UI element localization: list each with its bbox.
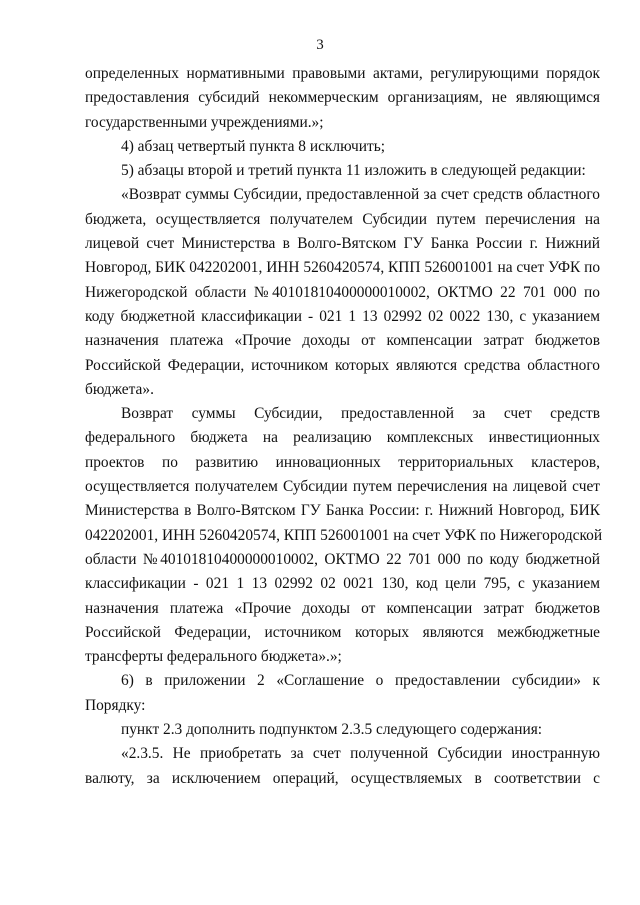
text-line: бюджета, осуществляется получателем Субсидии путем перечисления на (85, 210, 600, 228)
paragraph-p3 (85, 183, 600, 402)
paragraph-p4 (85, 402, 603, 669)
paragraph-p5 (85, 669, 600, 718)
text-line: осуществляется получателем Субсидии путем перечисления на лицевой счет (85, 478, 600, 496)
text-line: проектов по развитию инновационных территориальных кластеров, (85, 453, 600, 471)
text-line: классификации - 021 1 13 02992 02 0021 130, код цели 795, с указанием (85, 575, 600, 593)
text-line: назначения платежа «Прочие доходы от компенсации затрат бюджетов (85, 332, 600, 350)
text-line: Российской Федерации, источником которых являются межбюджетные (85, 623, 600, 641)
page-number: 3 (316, 37, 324, 53)
paragraph-p6 (85, 718, 600, 742)
text-line: федерального бюджета на реализацию комплексных инвестиционных (85, 429, 600, 447)
text-line: Нижегородской области №40101810400000010002, ОКТМО 22 701 000 по (85, 283, 600, 301)
text-line: области №40101810400000010002, ОКТМО 22 701 000 по коду бюджетной (85, 550, 600, 568)
text-line: валюту, за исключением операций, осуществляемых в соответствии с (85, 769, 600, 787)
text-line: лицевой счет Министерства в Волго-Вятском ГУ Банка России г. Нижний (85, 235, 600, 253)
text-line: определенных нормативными правовыми актами, регулирующими порядок (85, 65, 600, 82)
paragraph-p1 (85, 135, 600, 159)
text-line: 5) абзацы второй и третий пункта 11 изложить в следующей редакции: (121, 162, 586, 180)
text-line: Новгород, БИК 042202001, ИНН 5260420574, КПП 526001001 на счет УФК по (85, 259, 601, 277)
text-line: бюджета». (85, 380, 154, 398)
paragraph-p7 (85, 742, 600, 791)
text-line: назначения платежа «Прочие доходы от компенсации затрат бюджетов (85, 599, 600, 617)
text-line: трансферты федерального бюджета».»; (85, 648, 342, 666)
paragraph-p2 (85, 159, 600, 183)
text-line: государственными учреждениями.»; (85, 113, 324, 131)
text-line: коду бюджетной классификации - 021 1 13 02992 02 0022 130, с указанием (85, 307, 600, 325)
text-line: Возврат суммы Субсидии, предоставленной за счет средств (121, 405, 600, 423)
text-line: 4) абзац четвертый пункта 8 исключить; (121, 137, 385, 155)
text-line: «Возврат суммы Субсидии, предоставленной за счет средств областного (121, 186, 600, 204)
text-line: Российской Федерации, источником которых являются средства областного (85, 356, 600, 374)
text-line: предоставления субсидий некоммерческим организациям, не являющимся (85, 89, 600, 107)
text-line: Министерства в Волго-Вятском ГУ Банка России: г. Нижний Новгород, БИК (85, 502, 600, 520)
text-line: 6) в приложении 2 «Соглашение о предоставлении субсидии» к (121, 672, 600, 690)
text-line: пункт 2.3 дополнить подпунктом 2.3.5 следующего содержания: (121, 721, 543, 739)
text-line: Порядку: (85, 696, 146, 714)
paragraph-p0 (85, 62, 600, 135)
text-line: 042202001, ИНН 5260420574, КПП 526001001 на счет УФК по Нижегородской (85, 526, 603, 544)
text-line: «2.3.5. Не приобретать за счет полученной Субсидии иностранную (121, 745, 600, 763)
document-body (85, 62, 603, 791)
